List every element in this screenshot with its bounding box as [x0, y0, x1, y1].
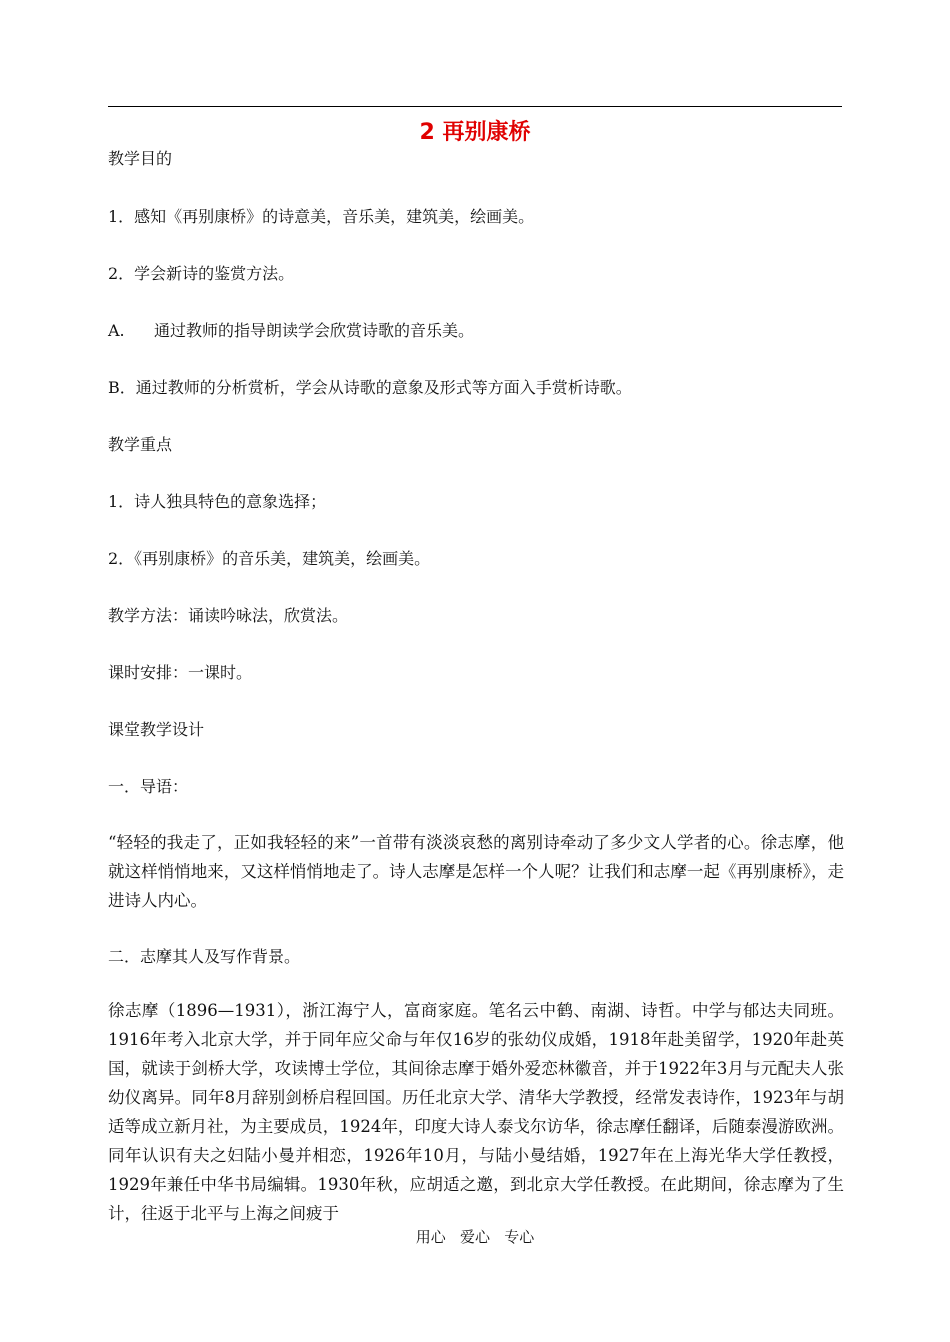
class-schedule: 课时安排：一课时。 [108, 663, 253, 682]
focus-heading: 教学重点 [108, 435, 173, 454]
goal-item-1: 1．感知《再别康桥》的诗意美，音乐美，建筑美，绘画美。 [108, 207, 535, 226]
goal-item-2: 2．学会新诗的鉴赏方法。 [108, 264, 295, 283]
goal-item-a-label: A. [108, 321, 125, 340]
focus-item-1: 1．诗人独具特色的意象选择； [108, 492, 327, 511]
goal-item-b: B．通过教师的分析赏析，学会从诗歌的意象及形式等方面入手赏析诗歌。 [108, 378, 632, 397]
goal-item-a [108, 320, 848, 342]
goals-heading: 教学目的 [108, 149, 173, 168]
goal-item-a-text: 通过教师的指导朗读学会欣赏诗歌的音乐美。 [154, 321, 475, 340]
focus-item-2: 2．《再别康桥》的音乐美，建筑美，绘画美。 [108, 549, 431, 568]
page-footer: 用心 爱心 专心 [415, 1228, 535, 1246]
section-2-heading: 二．志摩其人及写作背景。 [108, 947, 301, 966]
document-title: 2 再别康桥 [419, 120, 531, 145]
header-rule [108, 106, 842, 107]
intro-paragraph: “轻轻的我走了，正如我轻轻的来”一首带有淡淡哀愁的离别诗牵动了多少文人学者的心。徐志摩，他就这样悄悄地来，又这样悄悄地走了。诗人志摩是怎样一个人呢？让我们和志摩一起《再别康桥》，走进诗人内心。 [108, 833, 844, 910]
biography-paragraph: 徐志摩（1896—1931），浙江海宁人，富商家庭。笔名云中鹤、南湖、诗哲。中学与郁达夫同班。1916年考入北京大学，并于同年应父命与年仅16岁的张幼仪成婚，1918年赴美留学，1920年赴英国，就读于剑桥大学，攻读博士学位，其间徐志摩于婚外爱恋林徽音，并于1922年3月与元配夫人张幼仪离异。同年8月辞别剑桥启程回国。历任北京大学、清华大学教授，经常发表诗作，1923年与胡适等成立新月社，为主要成员，1924年，印度大诗人泰戈尔访华，徐志摩任翻译，后随泰漫游欧洲。同年认识有夫之妇陆小曼并相恋，1926年10月，与陆小曼结婚，1927年在上海光华大学任教授，1929年兼任中华书局编辑。1930年秋，应胡适之邀，到北京大学任教授。在此期间，徐志摩为了生计，往返于北平与上海之间疲于 [108, 1001, 844, 1223]
teaching-method: 教学方法：诵读吟咏法，欣赏法。 [108, 606, 349, 625]
section-1-heading: 一．导语： [108, 777, 189, 796]
design-heading: 课堂教学设计 [108, 720, 205, 739]
